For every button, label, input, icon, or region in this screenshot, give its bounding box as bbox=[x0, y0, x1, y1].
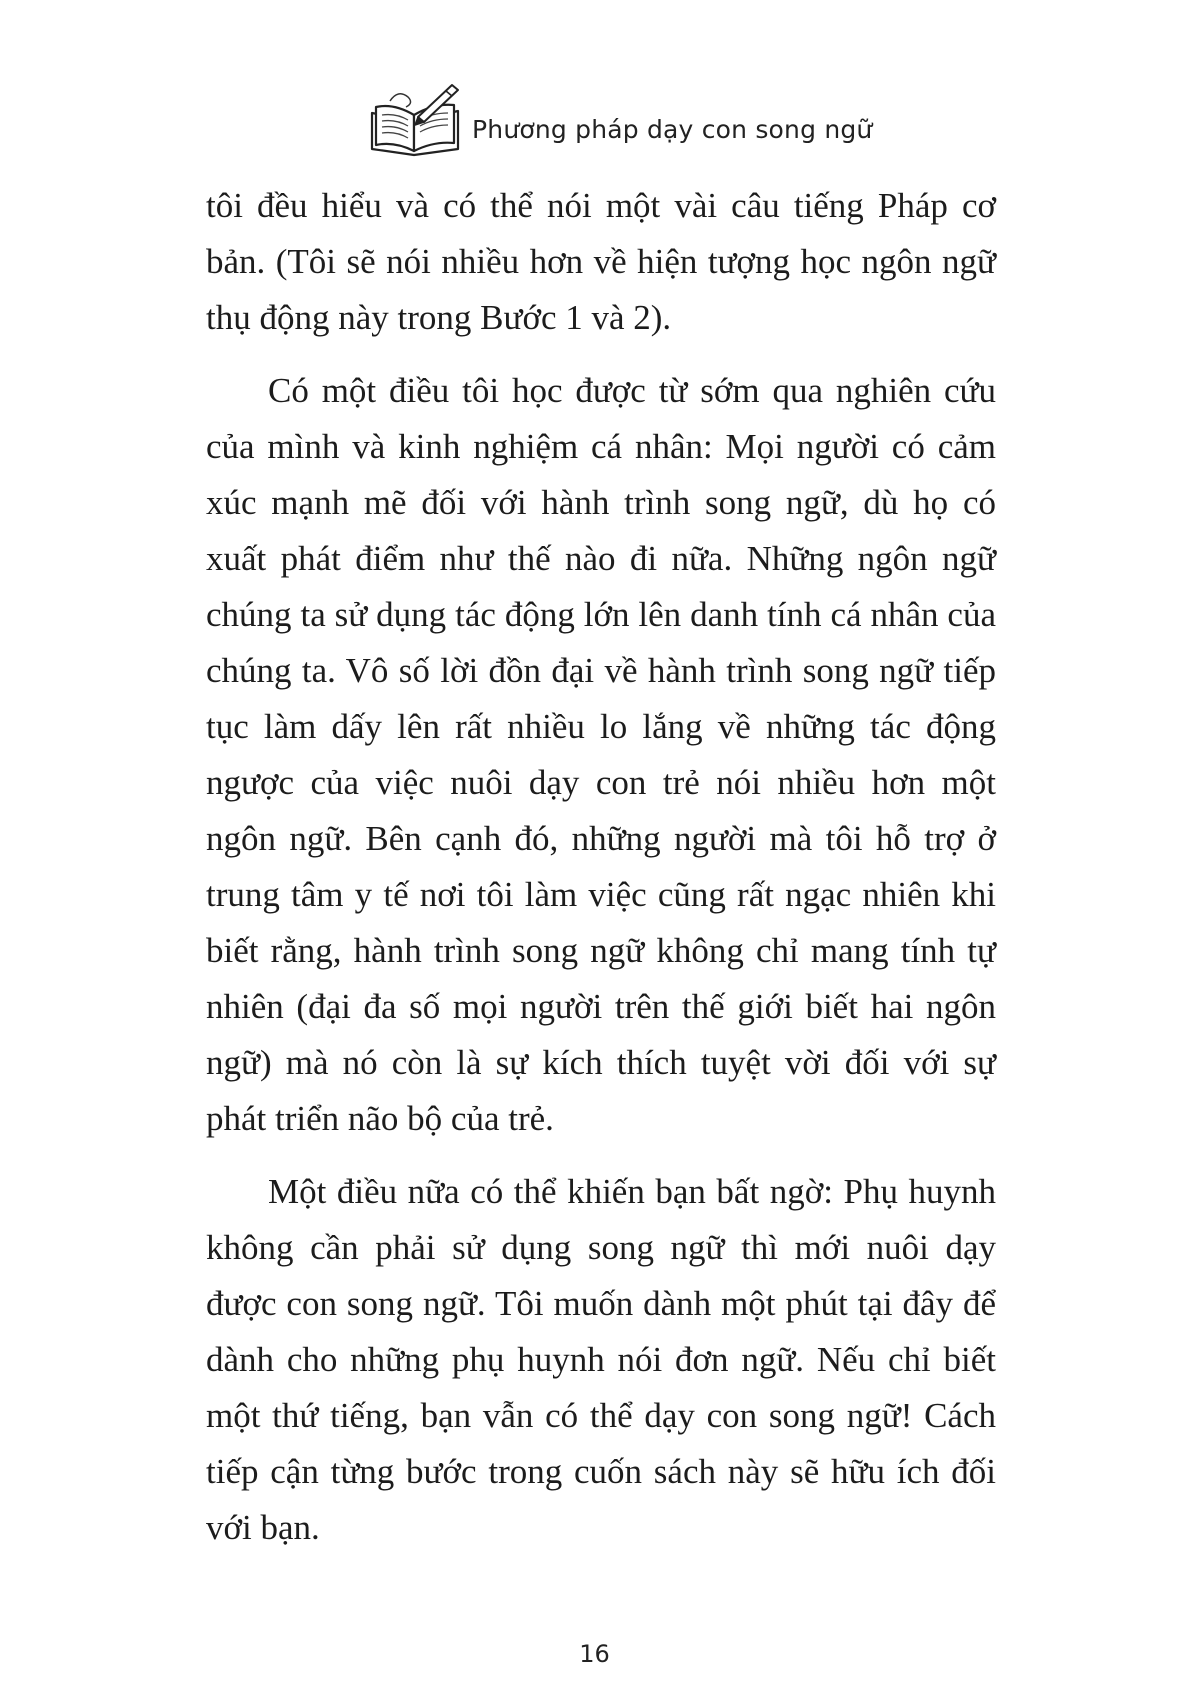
body-text bbox=[206, 178, 996, 1556]
paragraph: Có một điều tôi học được từ sớm qua nghiên cứu của mình và kinh nghiệm cá nhân: Mọi người có cảm xúc mạnh mẽ đối với hành trình song ngữ, dù họ có xuất phát điểm như thế nào đi nữa. Những ngôn ngữ chúng ta sử dụng tác động lớn lên danh tính cá nhân của chúng ta. Vô số lời đồn đại về hành trình song ngữ tiếp tục làm dấy lên rất nhiều lo lắng về những tác động ngược của việc nuôi dạy con trẻ nói nhiều hơn một ngôn ngữ. Bên cạnh đó, những người mà tôi hỗ trợ ở trung tâm y tế nơi tôi làm việc cũng rất ngạc nhiên khi biết rằng, hành trình song ngữ không chỉ mang tính tự nhiên (đại đa số mọi người trên thế giới biết hai ngôn ngữ) mà nó còn là sự kích thích tuyệt vời đối với sự phát triển não bộ của trẻ. bbox=[206, 371, 996, 1138]
running-header bbox=[368, 80, 872, 160]
running-header-title: Phương pháp dạy con song ngữ bbox=[472, 114, 873, 144]
paragraph: tôi đều hiểu và có thể nói một vài câu tiếng Pháp cơ bản. (Tôi sẽ nói nhiều hơn về hiện tượng học ngôn ngữ thụ động này trong Bước 1 và 2). bbox=[206, 186, 996, 337]
paragraph: Một điều nữa có thể khiến bạn bất ngờ: Phụ huynh không cần phải sử dụng song ngữ thì mới nuôi dạy được con song ngữ. Tôi muốn dành một phút tại đây để dành cho những phụ huynh nói đơn ngữ. Nếu chỉ biết một thứ tiếng, bạn vẫn có thể dạy con song ngữ! Cách tiếp cận từng bước trong cuốn sách này sẽ hữu ích đối với bạn. bbox=[206, 1172, 996, 1547]
open-book-with-pen-icon bbox=[368, 83, 464, 157]
page-number: 16 bbox=[579, 1640, 610, 1668]
